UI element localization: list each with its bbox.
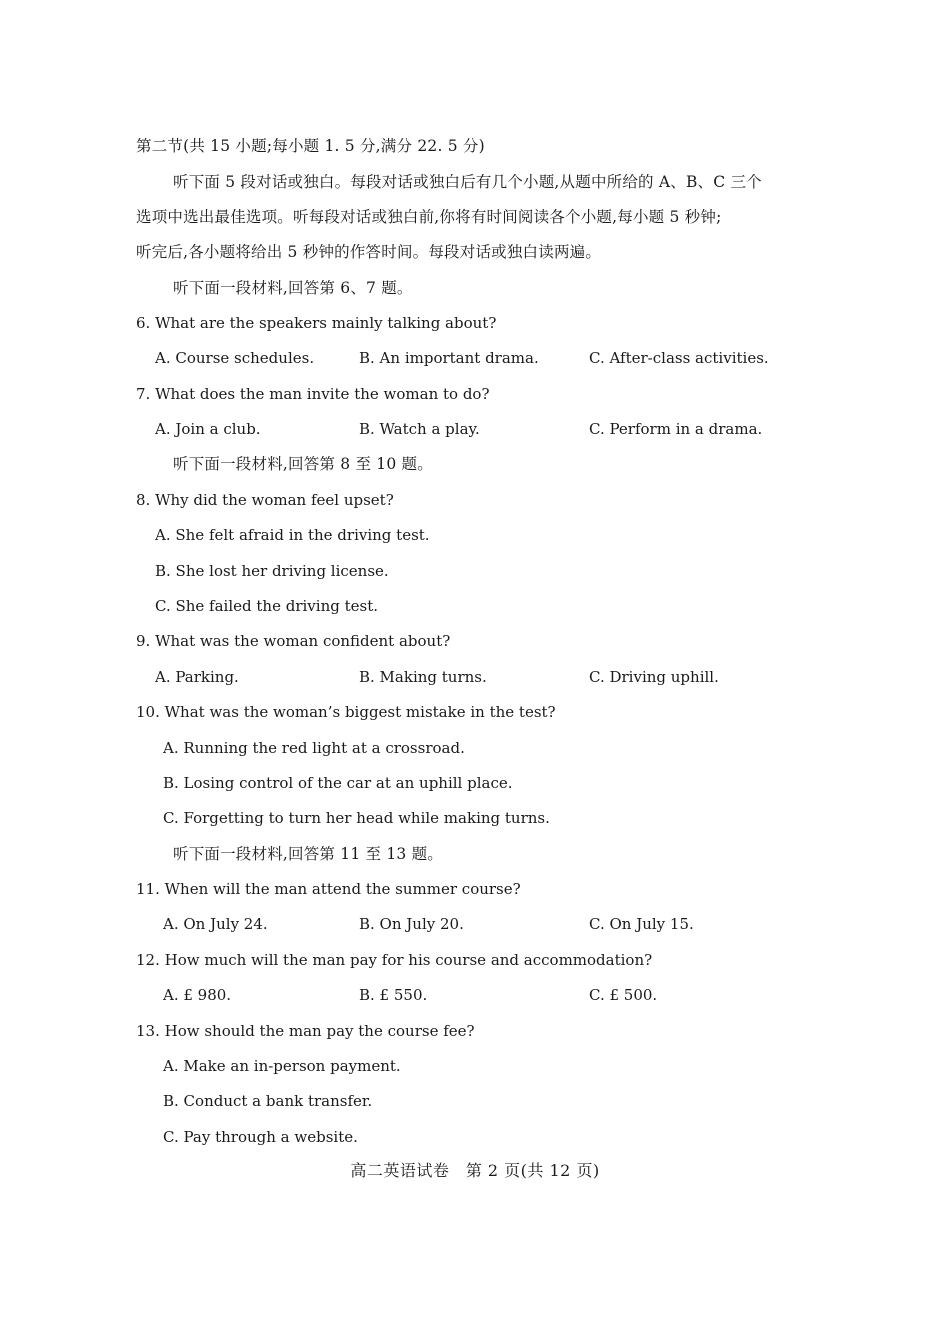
question-12-option-c[interactable]: C. £ 500. [589, 986, 658, 1004]
question-8-stem: 8. Why did the woman feel upset? [136, 491, 394, 509]
question-12-option-b[interactable]: B. £ 550. [359, 986, 428, 1004]
question-8-option-b[interactable]: B. She lost her driving license. [155, 562, 389, 580]
question-9-option-a[interactable]: A. Parking. [155, 668, 239, 686]
question-10-option-b[interactable]: B. Losing control of the car at an uphill place. [163, 774, 513, 792]
question-6-stem: 6. What are the speakers mainly talking about? [136, 314, 497, 332]
question-9-option-c[interactable]: C. Driving uphill. [589, 668, 719, 686]
question-7-option-b[interactable]: B. Watch a play. [359, 420, 480, 438]
question-11-stem: 11. When will the man attend the summer course? [136, 880, 521, 898]
question-8-option-c[interactable]: C. She failed the driving test. [155, 597, 379, 615]
question-10-option-a[interactable]: A. Running the red light at a crossroad. [163, 739, 465, 757]
question-6-option-c[interactable]: C. After-class activities. [589, 349, 769, 367]
question-8-option-a[interactable]: A. She felt afraid in the driving test. [155, 526, 430, 544]
question-13-stem: 13. How should the man pay the course fee? [136, 1022, 475, 1040]
question-6-option-b[interactable]: B. An important drama. [359, 349, 539, 367]
section-title: 第二节(共 15 小题;每小题 1. 5 分,满分 22. 5 分) [136, 137, 485, 155]
question-13-option-a[interactable]: A. Make an in-person payment. [163, 1057, 401, 1075]
section-intro-line-1: 听下面 5 段对话或独白。每段对话或独白后有几个小题,从题中所给的 A、B、C 三个 [173, 173, 762, 191]
question-13-option-b[interactable]: B. Conduct a bank transfer. [163, 1092, 373, 1110]
page-footer: 高二英语试卷 第 2 页(共 12 页) [350, 1161, 600, 1180]
section-intro-line-3: 听完后,各小题将给出 5 秒钟的作答时间。每段对话或独白读两遍。 [136, 243, 602, 261]
question-10-stem: 10. What was the woman’s biggest mistake in the test? [136, 703, 556, 721]
question-6-option-a[interactable]: A. Course schedules. [155, 349, 315, 367]
question-12-option-a[interactable]: A. £ 980. [163, 986, 232, 1004]
question-7-option-a[interactable]: A. Join a club. [155, 420, 261, 438]
question-9-option-b[interactable]: B. Making turns. [359, 668, 487, 686]
group-instruction-2: 听下面一段材料,回答第 8 至 10 题。 [173, 455, 433, 473]
group-instruction-3: 听下面一段材料,回答第 11 至 13 题。 [173, 845, 443, 863]
section-intro-line-2: 选项中选出最佳选项。听每段对话或独白前,你将有时间阅读各个小题,每小题 5 秒钟; [136, 208, 722, 226]
question-12-stem: 12. How much will the man pay for his course and accommodation? [136, 951, 653, 969]
question-9-stem: 9. What was the woman confident about? [136, 632, 451, 650]
question-11-option-b[interactable]: B. On July 20. [359, 915, 464, 933]
question-11-option-c[interactable]: C. On July 15. [589, 915, 694, 933]
question-7-option-c[interactable]: C. Perform in a drama. [589, 420, 763, 438]
group-instruction-1: 听下面一段材料,回答第 6、7 题。 [173, 279, 413, 297]
question-10-option-c[interactable]: C. Forgetting to turn her head while making turns. [163, 809, 550, 827]
question-13-option-c[interactable]: C. Pay through a website. [163, 1128, 358, 1146]
question-7-stem: 7. What does the man invite the woman to do? [136, 385, 490, 403]
question-11-option-a[interactable]: A. On July 24. [163, 915, 268, 933]
